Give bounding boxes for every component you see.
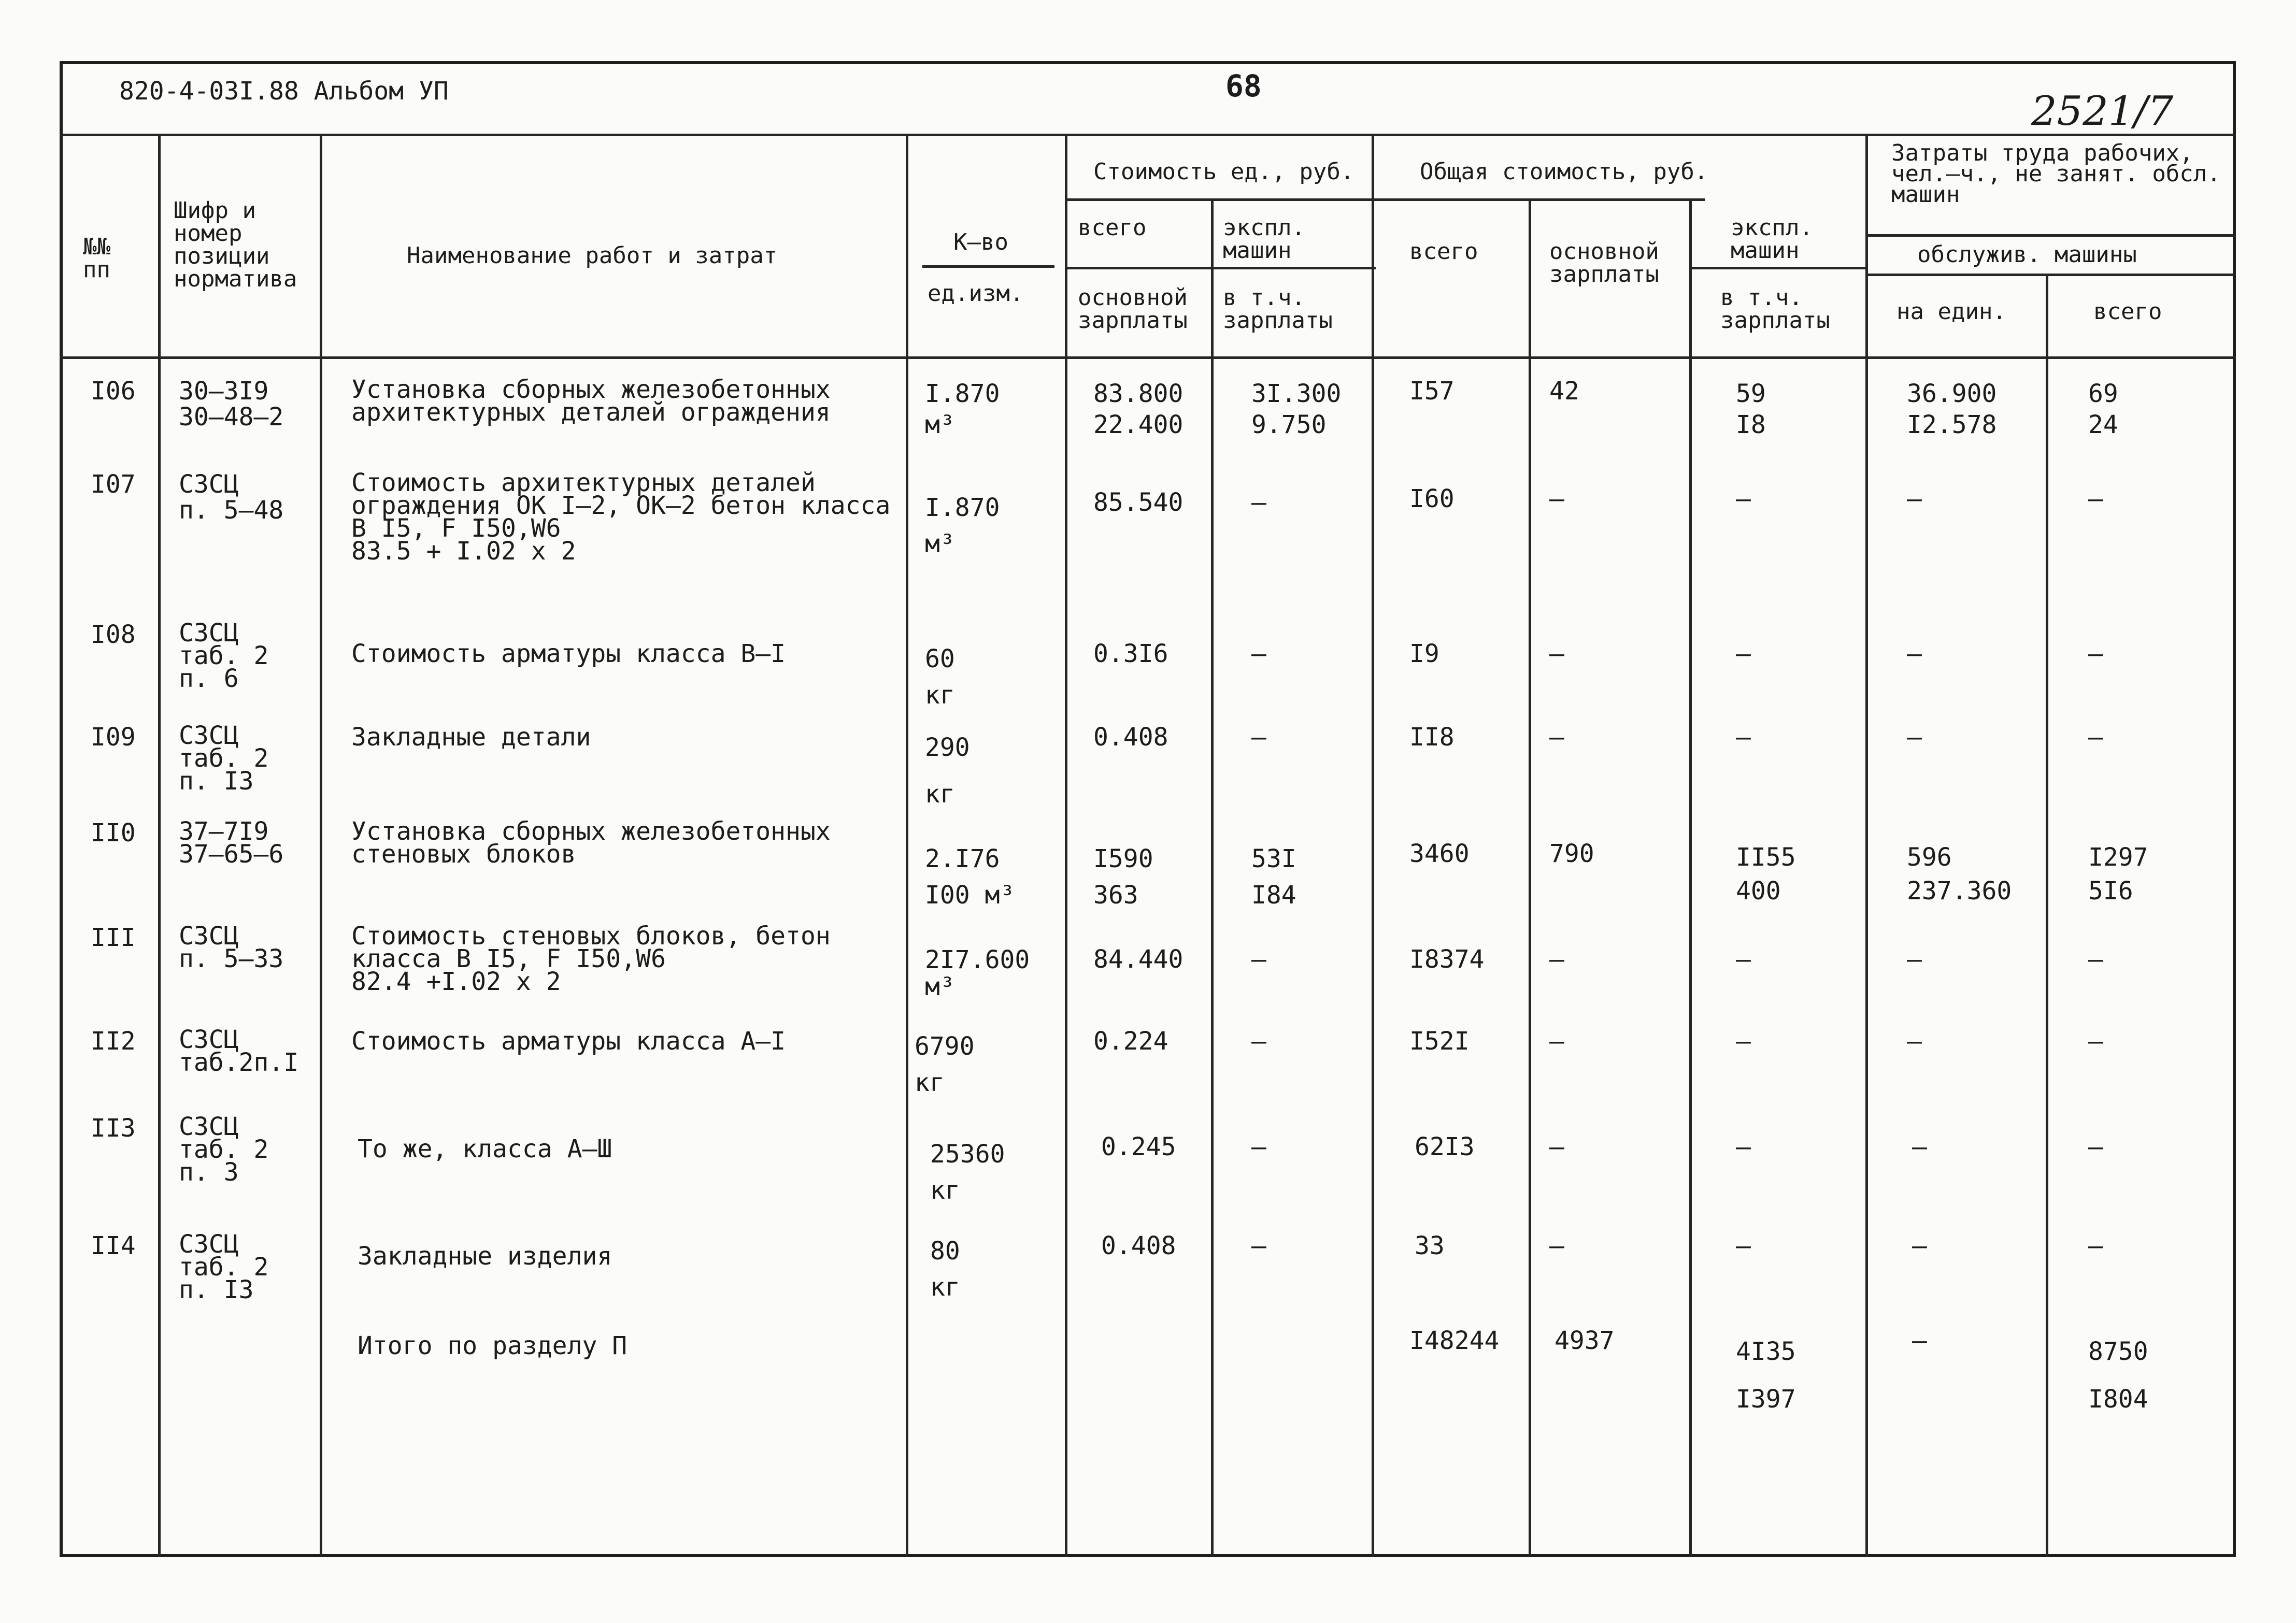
row-unit-total: 0.245 [1101,1132,1176,1161]
col-divider-2 [320,134,322,1557]
col-header-labor: Затраты труда рабочих, чел.–ч., не занят. обсл. машин [1891,140,2221,208]
col-divider-3 [906,134,908,1557]
col-header-labor-service: обслужив. машины [1917,241,2137,268]
row-unit-machines: – [1251,1231,1266,1260]
col-divider-8 [1689,198,1692,1557]
row-qty: 290 кг [925,733,970,809]
col-header-unit: ед.изм. [928,280,1024,307]
machines-subrule [1689,267,1865,269]
col-divider-6 [1372,134,1374,1557]
row-qty: 25360 кг [930,1140,1005,1205]
row-unit-total: 0.408 [1093,723,1168,752]
row-num: I06 [91,377,136,406]
row-labor-unit: – [1907,945,1922,974]
row-total-base: – [1549,1231,1564,1260]
row-num: I09 [91,723,136,752]
row-code: СЗСЦ п. 5–33 [179,922,284,973]
col-divider-5 [1211,198,1214,1557]
row-unit-machines: – [1251,945,1266,974]
row-total-machines: II55 400 [1736,843,1796,906]
col-header-total-base-salary: основной зарплаты [1549,238,1659,288]
row-code: СЗСЦ п. 5–48 [179,470,284,525]
row-total-all: I9 [1409,639,1439,668]
row-name: Стоимость арматуры класса В–I [351,639,786,668]
row-name: Установка сборных железобетонных стеновых блоков [351,817,831,869]
row-num: II3 [91,1114,136,1143]
row-total-base: 42 [1549,377,1579,406]
header-top-rule [60,134,2236,136]
row-total-base: 790 [1549,839,1594,868]
row-total-base: – [1549,945,1564,974]
row-labor-unit: – [1907,1027,1922,1056]
col-header-code: Шифр и номер позиции норматива [174,197,297,292]
row-labor-total: – [2088,1027,2103,1056]
row-code: 37–7I9 37–65–6 [179,817,284,869]
row-total-base: – [1549,484,1564,513]
row-name: То же, класса А–Ш [358,1134,612,1164]
col-header-unit-base-salary: основной зарплаты [1078,284,1188,334]
col-header-unit-machines-salary: в т.ч. зарплаты [1223,284,1333,334]
row-total-base: – [1549,723,1564,752]
row-labor-total: – [2088,1231,2103,1260]
row-qty: 60 кг [925,644,955,710]
row-labor-unit: 36.900 I2.578 [1907,379,1997,439]
row-qty: 2.I76 I00 м³ [925,844,1015,910]
row-unit-machines: – [1251,723,1266,752]
total-labor-unit: – [1912,1326,1927,1355]
handwritten-mark: 2521/7 [2031,88,2174,135]
row-name: Стоимость архитектурных деталей ограждения ОК I–2, ОК–2 бетон класса В I5, F I50,W6 83.5 + I.02 x 2 [351,468,891,566]
row-total-machines: – [1736,484,1751,513]
row-labor-unit: – [1907,639,1922,668]
total-all: I48244 [1409,1326,1500,1355]
document-code: 820-4-03I.88 Альбом УП [119,77,449,106]
row-num: II4 [91,1231,136,1260]
row-unit-machines: – [1251,639,1266,668]
col-divider-7 [1529,198,1531,1557]
row-name: Установка сборных железобетонных архитектурных деталей ограждения [351,375,831,427]
row-name: Закладные изделия [358,1242,612,1271]
total-machines: 4I35 I397 [1736,1337,1796,1414]
col-header-qty: К–во [953,229,1008,255]
row-total-machines: – [1736,945,1751,974]
col-header-name: Наименование работ и затрат [407,242,778,269]
row-total-all: II8 [1409,723,1454,752]
row-code: СЗСЦ таб. 2 п. 3 [179,1112,269,1187]
row-labor-total: – [2088,484,2103,513]
unit-cost-rule [1065,198,1705,201]
row-qty: 2I7.600 м³ [925,945,1030,1001]
col-header-total-machines-salary: в т.ч. зарплаты [1720,284,1830,334]
col-header-labor-per-unit: на един. [1896,298,2006,325]
row-total-all: 33 [1415,1231,1445,1260]
col-header-unit-machines: экспл. машин [1223,214,1305,264]
row-num: I08 [91,620,136,649]
col-header-total-machines: экспл. машин [1731,214,1813,264]
header-bottom-rule [60,356,2236,359]
row-total-all: I60 [1409,484,1454,513]
row-num: I07 [91,470,136,499]
col-header-num: №№ пп [83,234,110,283]
row-labor-unit: – [1907,484,1922,513]
row-num: II0 [91,818,136,848]
row-labor-total: – [2088,1132,2103,1161]
col-divider-9 [1865,134,1868,1557]
row-unit-total: I590 363 [1093,844,1153,910]
row-unit-machines: – [1251,488,1266,517]
row-num: II2 [91,1027,136,1056]
row-num: III [91,923,136,952]
col-divider-4 [1065,134,1067,1557]
row-total-machines: – [1736,1231,1751,1260]
row-total-base: – [1549,639,1564,668]
col-header-total-all: всего [1409,238,1478,265]
row-total-all: 62I3 [1415,1132,1475,1161]
page-number: 68 [1225,68,1262,104]
col-header-unit-total: всего [1078,214,1147,241]
row-total-machines: – [1736,1132,1751,1161]
row-unit-total: 0.408 [1101,1231,1176,1260]
col-header-unit-cost: Стоимость ед., руб. [1093,159,1354,185]
total-base: 4937 [1555,1326,1615,1355]
row-qty: 6790 кг [915,1032,975,1097]
row-unit-total: 0.224 [1093,1027,1168,1056]
row-total-machines: – [1736,1027,1751,1056]
row-total-base: – [1549,1132,1564,1161]
row-labor-total: – [2088,945,2103,974]
row-labor-unit: 596 237.360 [1907,843,2012,906]
row-unit-total: 0.3I6 [1093,639,1168,668]
row-total-all: I52I [1409,1027,1470,1056]
row-unit-total: 83.800 22.400 [1093,379,1183,439]
row-qty: I.870 м³ [925,379,1000,439]
row-total-base: – [1549,1027,1564,1056]
row-qty: 80 кг [930,1237,960,1302]
row-code: 30–3I9 30–48–2 [179,377,284,432]
labor-subrule [1865,274,2236,276]
row-total-machines: – [1736,723,1751,752]
row-labor-total: 69 24 [2088,379,2118,439]
row-labor-total: – [2088,639,2103,668]
col-divider-1 [158,134,161,1557]
row-unit-machines: 53I I84 [1251,844,1296,910]
row-unit-total: 85.540 [1093,488,1183,517]
total-label: Итого по разделу П [358,1331,628,1360]
row-unit-machines: – [1251,1027,1266,1056]
row-total-machines: – [1736,639,1751,668]
col-header-labor-total: всего [2093,298,2162,325]
row-code: СЗСЦ таб. 2 п. I3 [179,1230,269,1304]
labor-rule [1865,234,2236,237]
col-header-total-cost: Общая стоимость, руб. [1420,159,1708,185]
row-name: Стоимость арматуры класса А–I [351,1027,786,1056]
row-labor-unit: – [1912,1231,1927,1260]
row-total-machines: 59 I8 [1736,379,1766,439]
row-name: Стоимость стеновых блоков, бетон класса В I5, F I50,W6 82.4 +I.02 x 2 [351,922,831,996]
unit-cost-subrule [1065,267,1376,269]
row-total-all: I8374 [1409,945,1485,974]
total-labor-total: 8750 I804 [2088,1337,2148,1414]
row-total-all: I57 [1409,377,1454,406]
row-unit-machines: 3I.300 9.750 [1251,379,1342,439]
row-total-all: 3460 [1409,839,1470,868]
row-unit-total: 84.440 [1093,945,1183,974]
row-labor-unit: – [1912,1132,1927,1161]
qty-rule [922,265,1054,268]
row-qty: I.870 м³ [925,493,1000,558]
row-labor-unit: – [1907,723,1922,752]
col-divider-10 [2046,274,2048,1557]
row-unit-machines: – [1251,1132,1266,1161]
row-name: Закладные детали [351,723,591,752]
row-code: СЗСЦ таб.2п.I [179,1025,299,1077]
row-code: СЗСЦ таб. 2 п. 6 [179,619,269,693]
row-labor-total: I297 5I6 [2088,843,2148,906]
row-code: СЗСЦ таб. 2 п. I3 [179,721,269,796]
row-labor-total: – [2088,723,2103,752]
